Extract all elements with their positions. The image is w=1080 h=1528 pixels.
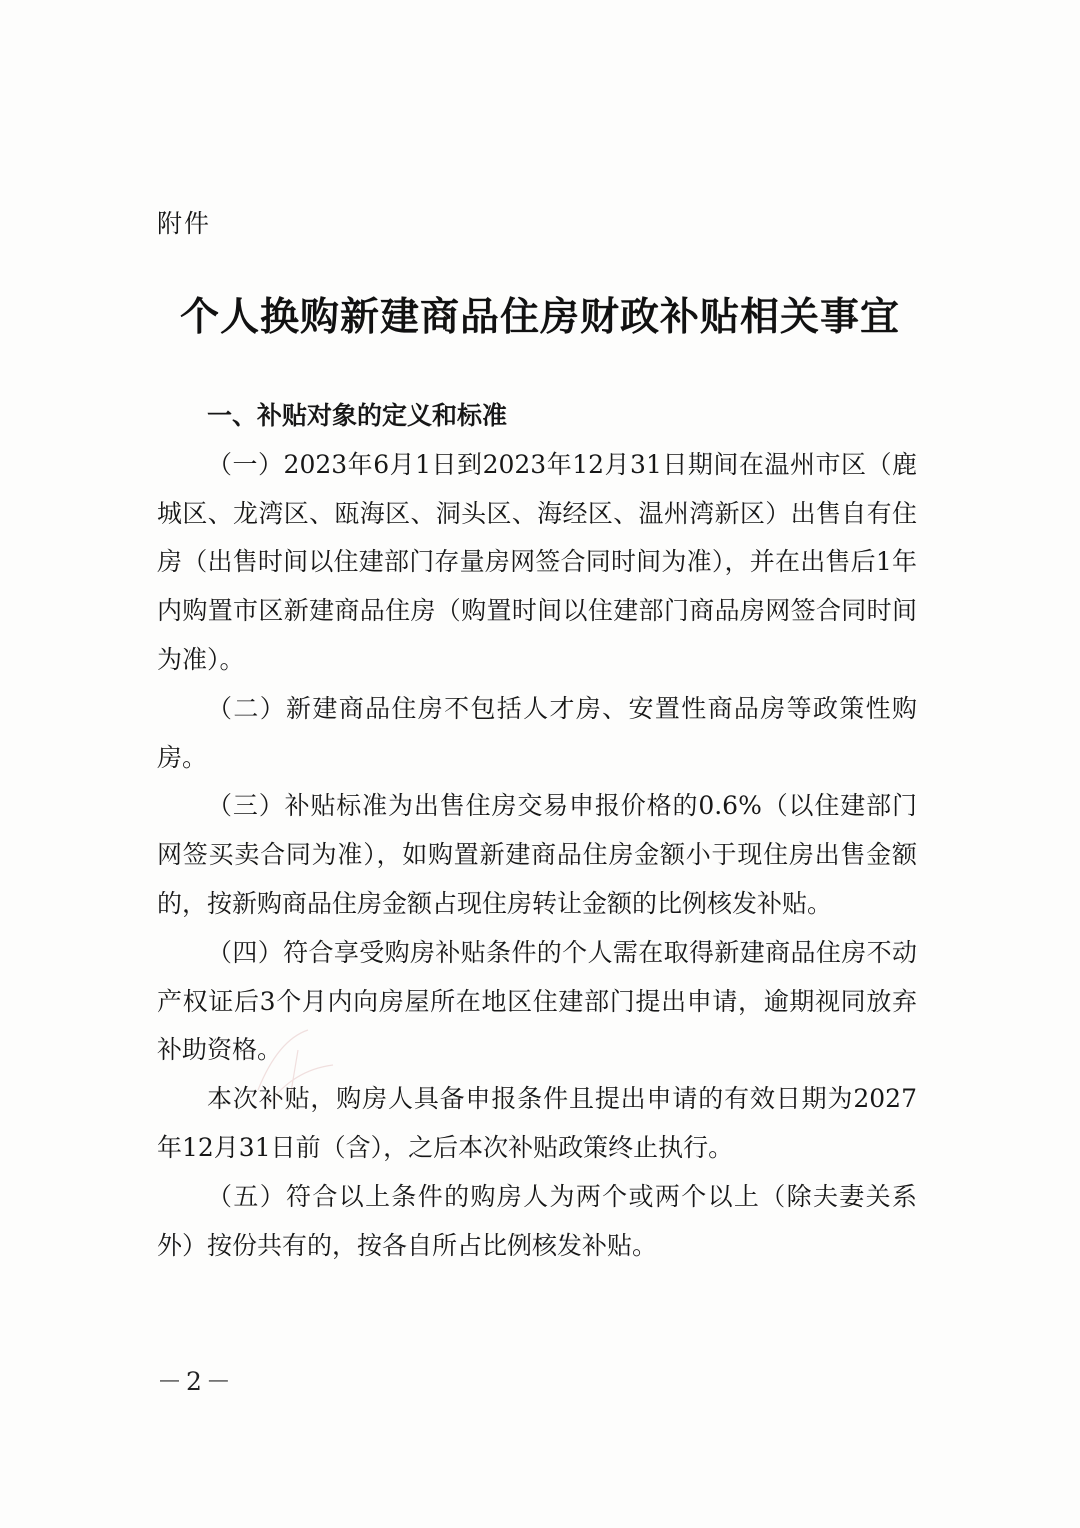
page-number: －2－: [157, 1367, 235, 1396]
paragraph-item-3: （三）补贴标准为出售住房交易申报价格的0.6%（以住建部门网签买卖合同为准），如购置新建商品住房金额小于现住房出售金额的，按新购商品住房金额占现住房转让金额的比例核发补贴。: [157, 791, 917, 918]
paragraph-validity: 本次补贴，购房人具备申报条件且提出申请的有效日期为2027年12月31日前（含），之后本次补贴政策终止执行。: [157, 1084, 917, 1162]
section-heading: 一、补贴对象的定义和标准: [207, 401, 508, 430]
document-body: [157, 392, 917, 1270]
attachment-label: 附件: [157, 209, 212, 238]
paragraph-item-2: （二）新建商品住房不包括人才房、安置性商品房等政策性购房。: [157, 693, 917, 772]
paragraph-item-5: （五）符合以上条件的购房人为两个或两个以上（除夫妻关系外）按份共有的，按各自所占比例核发补贴。: [157, 1181, 917, 1260]
paragraph-item-4: （四）符合享受购房补贴条件的个人需在取得新建商品住房不动产权证后3个月内向房屋所在地区住建部门提出申请，逾期视同放弃补助资格。: [157, 937, 917, 1065]
document-title: 个人换购新建商品住房财政补贴相关事宜: [179, 294, 900, 340]
paragraph-item-1: （一）2023年6月1日到2023年12月31日期间在温州市区（鹿城区、龙湾区、瓯海区、洞头区、海经区、温州湾新区）出售自有住房（出售时间以住建部门存量房网签合同时间为准），并在出售后1年内购置市区新建商品住房（购置时间以住建部门商品房网签合同时间为准）。: [157, 449, 917, 674]
